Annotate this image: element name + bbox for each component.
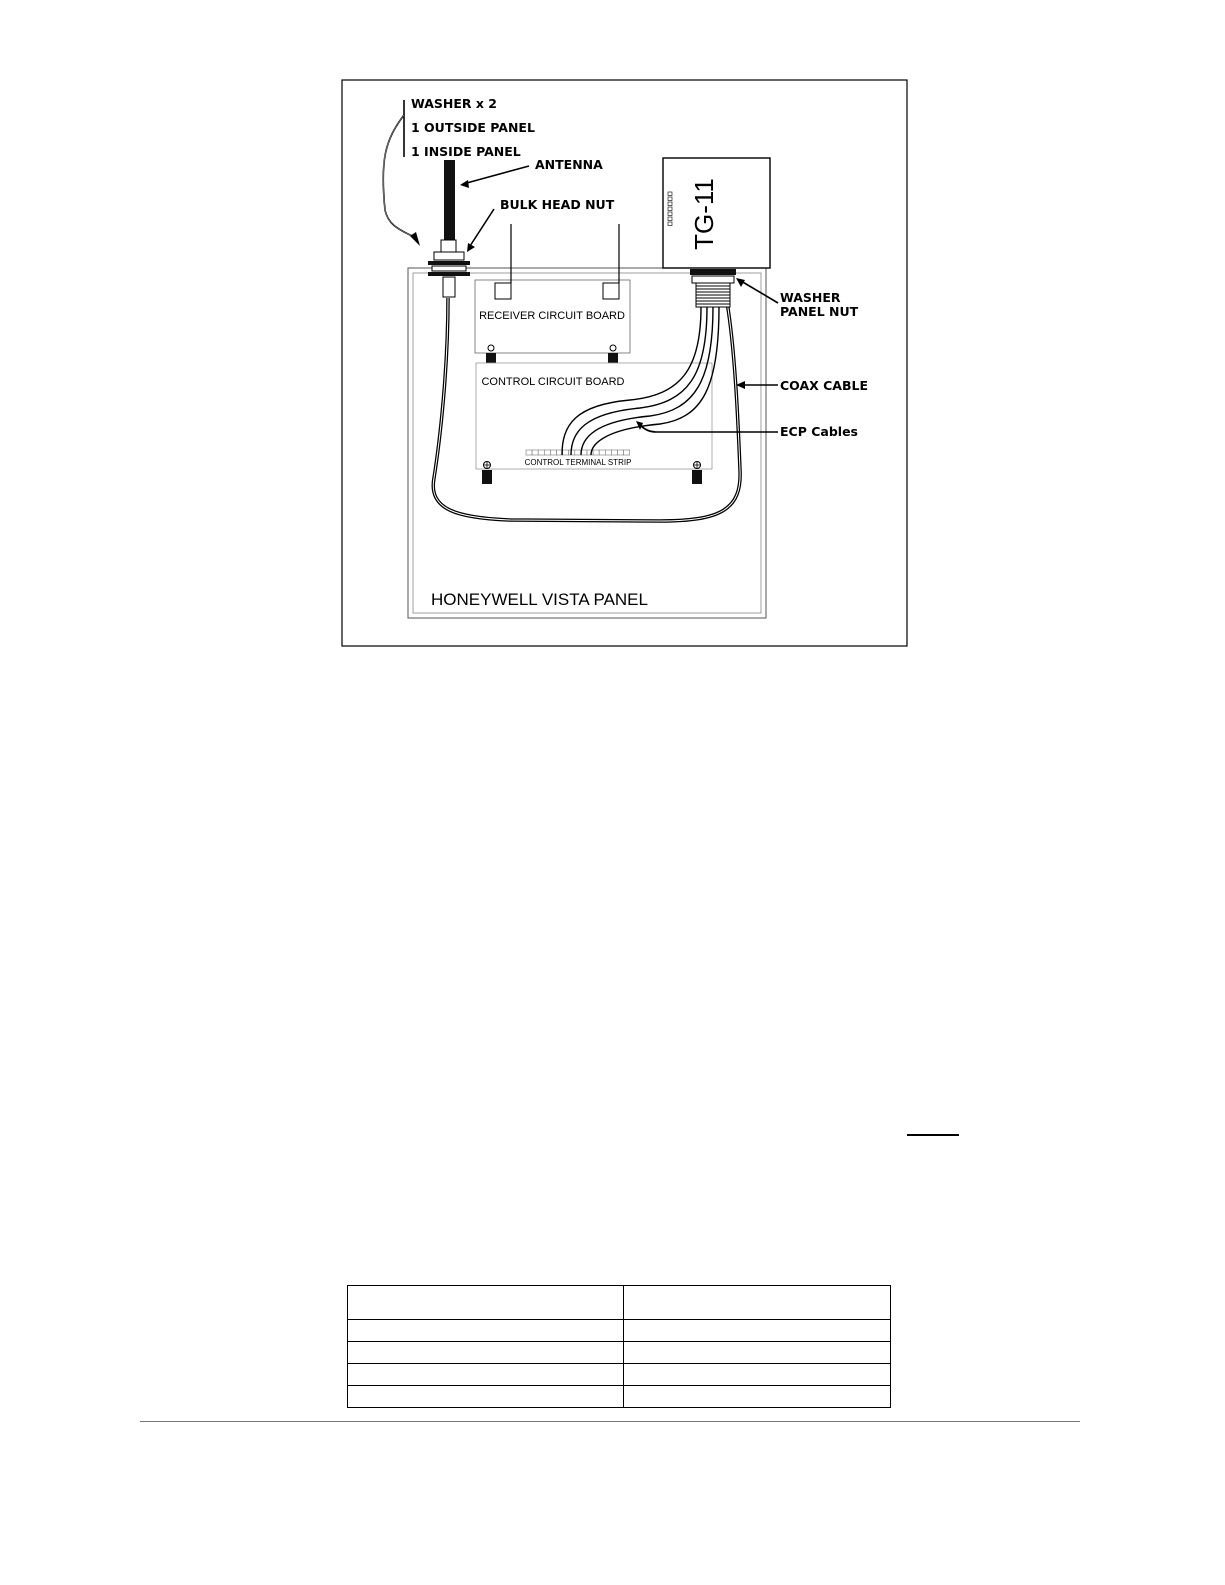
callout-ecp-cables: ECP Cables xyxy=(780,424,858,439)
terminal-strip-label: CONTROL TERMINAL STRIP xyxy=(524,458,632,467)
table-cell xyxy=(624,1320,891,1342)
callout-antenna: ANTENNA xyxy=(535,157,603,172)
terminal-cell xyxy=(618,450,624,455)
terminal-cell xyxy=(593,450,599,455)
panel-label: HONEYWELL VISTA PANEL xyxy=(431,590,648,609)
callout-outside-panel: 1 OUTSIDE PANEL xyxy=(411,120,535,135)
blank-underline xyxy=(907,1134,959,1136)
callout-inside-panel: 1 INSIDE PANEL xyxy=(411,144,521,159)
table-row xyxy=(348,1342,891,1364)
control-terminal-strip xyxy=(526,450,630,455)
fitting-threads xyxy=(696,283,730,307)
tg11-indicator xyxy=(668,197,672,201)
tg11-indicator xyxy=(668,207,672,211)
table-row xyxy=(348,1364,891,1386)
callout-washer: WASHER xyxy=(780,290,841,305)
tg11-label: TG-11 xyxy=(689,178,719,250)
terminal-cell xyxy=(544,450,550,455)
table-cell xyxy=(348,1342,624,1364)
terminal-cell xyxy=(624,450,630,455)
table-header-row xyxy=(348,1286,891,1320)
tg11-indicator-row xyxy=(668,192,672,226)
table-cell xyxy=(348,1386,624,1408)
terminal-cell xyxy=(575,450,581,455)
terminal-cell xyxy=(538,450,544,455)
tg11-indicator xyxy=(668,212,672,216)
tg11-indicator xyxy=(668,192,672,196)
antenna xyxy=(444,160,455,242)
terminal-cell xyxy=(532,450,538,455)
terminal-cell xyxy=(563,450,569,455)
bulk-head-nut xyxy=(434,252,464,260)
table-cell xyxy=(624,1364,891,1386)
table-row xyxy=(348,1320,891,1342)
callout-bulk-head-nut: BULK HEAD NUT xyxy=(500,197,615,212)
panel-washer xyxy=(690,269,736,275)
callout-panel-nut: PANEL NUT xyxy=(780,304,859,319)
spec-table xyxy=(347,1285,891,1408)
tg11-device xyxy=(663,158,770,268)
control-board-label: CONTROL CIRCUIT BOARD xyxy=(481,376,625,388)
receiver-circuit-board xyxy=(475,224,630,367)
table-row xyxy=(348,1386,891,1408)
callout-coax-cable: COAX CABLE xyxy=(780,378,869,393)
terminal-cell xyxy=(526,450,532,455)
panel-nut xyxy=(692,276,734,283)
terminal-cell xyxy=(605,450,611,455)
table-cell xyxy=(348,1364,624,1386)
table-cell xyxy=(624,1386,891,1408)
table-cell xyxy=(624,1286,891,1320)
table-cell xyxy=(348,1320,624,1342)
callout-washer-x2: WASHER x 2 xyxy=(411,96,497,111)
tg11-threaded-fitting xyxy=(690,269,736,307)
terminal-cell xyxy=(611,450,617,455)
receiver-board-label: RECEIVER CIRCUIT BOARD xyxy=(479,310,625,322)
table-cell xyxy=(624,1342,891,1364)
table-cell xyxy=(348,1286,624,1320)
tg11-indicator xyxy=(668,217,672,221)
footer-rule xyxy=(140,1421,1080,1422)
antenna-assembly xyxy=(428,160,470,297)
terminal-cell xyxy=(550,450,556,455)
tg11-indicator xyxy=(668,202,672,206)
terminal-cell xyxy=(599,450,605,455)
tg11-indicator xyxy=(668,222,672,226)
